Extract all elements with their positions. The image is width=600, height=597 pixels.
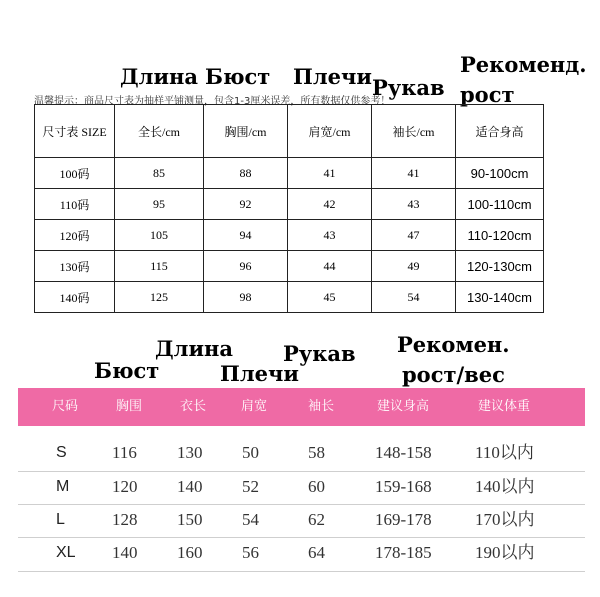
table-row	[18, 505, 585, 535]
table-cell: 44	[288, 251, 372, 282]
label-length-bottom: Длина	[155, 336, 234, 361]
table-cell: 150	[177, 510, 203, 529]
table-cell: 110码	[35, 189, 115, 220]
label-recommend-bottom-2: рост/вес	[402, 362, 505, 387]
table-cell: 52	[242, 477, 259, 496]
table-cell: 128	[112, 510, 138, 529]
table-cell: 125	[115, 282, 204, 313]
header-cell: 建议体重	[478, 399, 531, 414]
header-cell: 肩宽	[241, 399, 268, 414]
header-cell: 肩宽/cm	[288, 105, 372, 158]
table-cell: 92	[204, 189, 288, 220]
table-cell: 60	[308, 477, 325, 496]
header-cell: 袖长/cm	[372, 105, 456, 158]
label-recommend-top-1: Рекоменд.	[460, 52, 587, 77]
table-cell: 115	[115, 251, 204, 282]
label-recommend-top-2: рост	[460, 82, 515, 107]
table-cell: 105	[115, 220, 204, 251]
table-cell: 120-130cm	[456, 251, 544, 282]
header-cell: 胸围/cm	[204, 105, 288, 158]
measurement-note: 温馨提示：商品尺寸表为抽样平铺测量，包含1-3厘米误差，所有数据仅供参考！	[34, 96, 391, 107]
table-cell: 130-140cm	[456, 282, 544, 313]
header-cell: 袖长	[308, 399, 335, 414]
table-cell: 47	[372, 220, 456, 251]
table-row	[18, 538, 585, 568]
label-length-top: Длина	[120, 64, 199, 89]
table-cell: 50	[242, 443, 259, 462]
table-cell: 62	[308, 510, 325, 529]
label-shoulders-bottom: Плечи	[220, 361, 299, 386]
header-cell: 适合身高	[456, 105, 544, 158]
table-cell: 170以内	[475, 510, 535, 529]
label-recommend-bottom-1: Рекомен.	[397, 332, 510, 357]
table-cell: 43	[288, 220, 372, 251]
header-cell: 衣长	[180, 399, 207, 414]
table-cell: 178-185	[375, 543, 432, 562]
table-cell: 130	[177, 443, 203, 462]
table-row	[35, 220, 544, 251]
label-sleeve-top: Рукав	[372, 75, 445, 100]
table-row	[35, 251, 544, 282]
header-cell: 建议身高	[377, 399, 430, 414]
table-cell: S	[56, 444, 67, 461]
table-cell: 43	[372, 189, 456, 220]
table-cell: 100-110cm	[456, 189, 544, 220]
table-header-row	[35, 105, 544, 158]
table-cell: 58	[308, 443, 325, 462]
table-cell: 85	[115, 158, 204, 189]
table-cell: 42	[288, 189, 372, 220]
table-row	[18, 472, 585, 502]
table-cell: 140以内	[475, 477, 535, 496]
size-table-kids	[34, 104, 544, 313]
table-cell: 160	[177, 543, 203, 562]
table-cell: L	[56, 511, 65, 528]
label-bust-top: Бюст	[205, 64, 271, 89]
table-cell: 98	[204, 282, 288, 313]
header-cell: 胸围	[116, 399, 143, 414]
table-row	[35, 189, 544, 220]
table-cell: 130码	[35, 251, 115, 282]
table-cell: 148-158	[375, 443, 432, 462]
table-row	[18, 438, 585, 468]
table-cell: 120码	[35, 220, 115, 251]
table-cell: 95	[115, 189, 204, 220]
label-shoulders-top: Плечи	[293, 64, 372, 89]
table-cell: 41	[288, 158, 372, 189]
label-sleeve-bottom: Рукав	[283, 341, 356, 366]
table-cell: 88	[204, 158, 288, 189]
label-bust-bottom: Бюст	[94, 358, 160, 383]
table-cell: XL	[56, 544, 76, 561]
table-cell: 45	[288, 282, 372, 313]
header-cell: 尺寸表 SIZE	[35, 105, 115, 158]
row-divider	[18, 571, 585, 572]
table-cell: 190以内	[475, 543, 535, 562]
table-cell: 96	[204, 251, 288, 282]
table-cell: 140	[112, 543, 138, 562]
table-cell: 64	[308, 543, 325, 562]
table-cell: 56	[242, 543, 259, 562]
table-row	[35, 158, 544, 189]
table-cell: 116	[112, 443, 137, 462]
table-cell: 140	[177, 477, 203, 496]
table-cell: 90-100cm	[456, 158, 544, 189]
table-cell: 54	[242, 510, 259, 529]
table-cell: 159-168	[375, 477, 432, 496]
table-cell: 94	[204, 220, 288, 251]
table-cell: 110以内	[475, 443, 534, 462]
table-cell: 140码	[35, 282, 115, 313]
header-cell: 全长/cm	[115, 105, 204, 158]
table-cell: M	[56, 478, 70, 495]
table-cell: 41	[372, 158, 456, 189]
table-cell: 49	[372, 251, 456, 282]
table-cell: 100码	[35, 158, 115, 189]
table-cell: 120	[112, 477, 138, 496]
table-cell: 54	[372, 282, 456, 313]
table-cell: 110-120cm	[456, 220, 544, 251]
table-row	[35, 282, 544, 313]
table-cell: 169-178	[375, 510, 432, 529]
size-table-adult-header	[18, 388, 585, 426]
header-cell: 尺码	[52, 399, 79, 414]
